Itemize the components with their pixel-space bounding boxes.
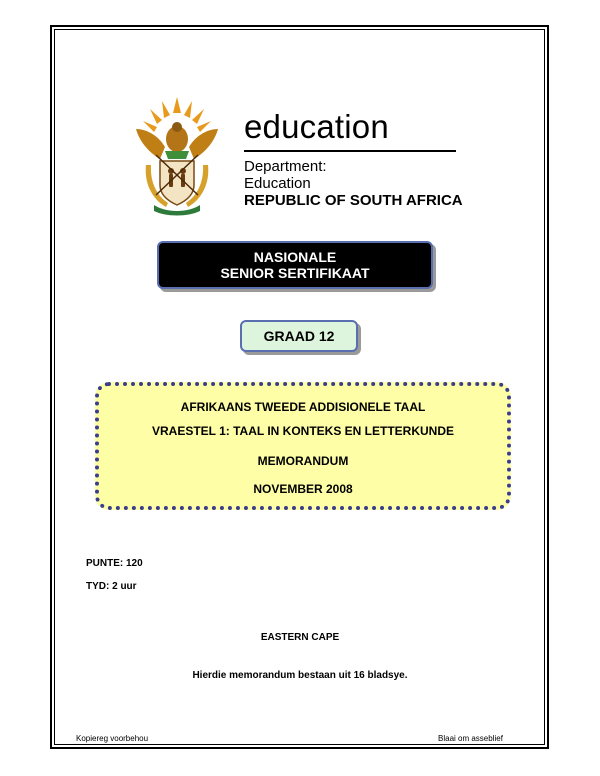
document-type: MEMORANDUM (257, 454, 349, 468)
coat-of-arms-icon (132, 95, 222, 217)
turn-page-footer: Blaai om asseblief (438, 734, 503, 743)
memo-info-box (95, 382, 511, 510)
subject-title: AFRIKAANS TWEEDE ADDISIONELE TAAL (180, 400, 426, 414)
certificate-title-line2: SENIOR SERTIFIKAAT (220, 265, 370, 281)
marks-label: PUNTE: 120 (86, 558, 143, 569)
exam-date: NOVEMBER 2008 (253, 482, 353, 496)
department-label: Department: (244, 158, 327, 175)
page-count-note: Hierdie memorandum bestaan uit 16 bladsye. (192, 670, 408, 681)
paper-title: VRAESTEL 1: TAAL IN KONTEKS EN LETTERKUNDE (151, 424, 455, 438)
province-label: EASTERN CAPE (260, 632, 340, 643)
copyright-footer: Kopiereg voorbehou (76, 734, 149, 743)
department-name: Education (244, 175, 311, 192)
grade-box: GRAAD 12 (240, 320, 358, 352)
certificate-title-line1: NASIONALE (253, 249, 337, 265)
logo-divider (244, 150, 456, 152)
certificate-title-box (157, 241, 433, 289)
country-name: REPUBLIC OF SOUTH AFRICA (244, 192, 463, 209)
education-logo-word: education (244, 108, 389, 145)
time-label: TYD: 2 uur (86, 581, 137, 592)
